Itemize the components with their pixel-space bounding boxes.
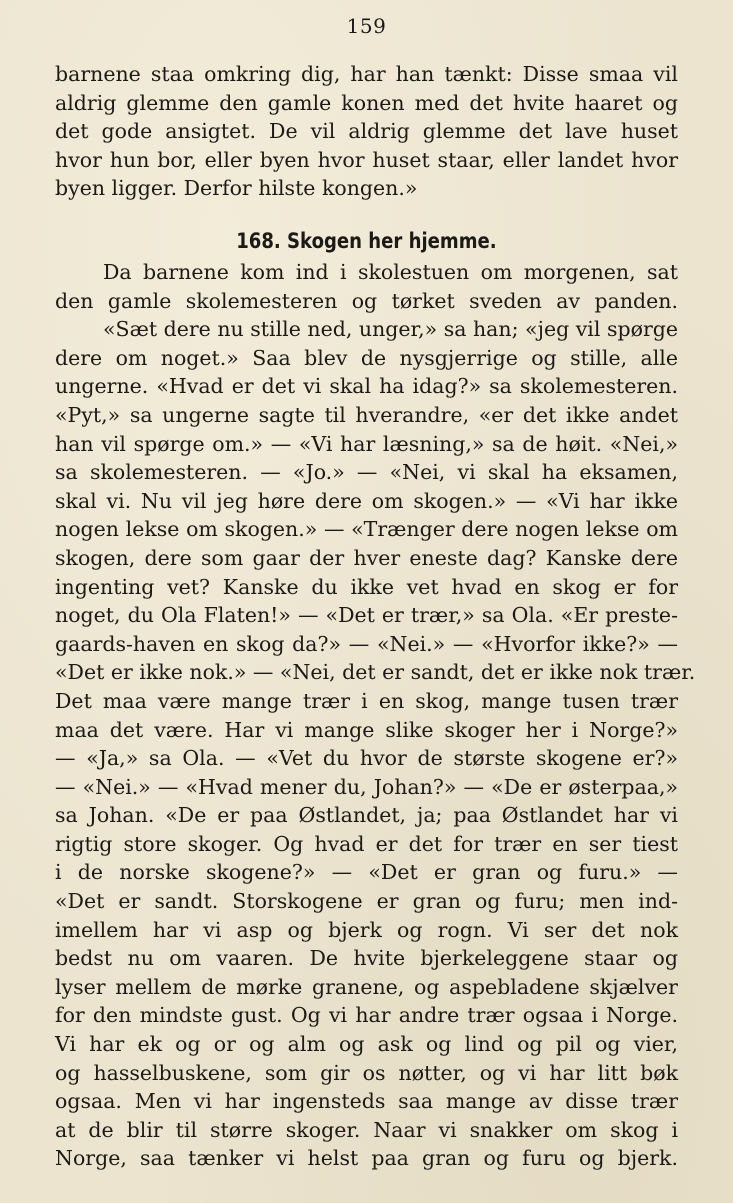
text-line: skal vi. Nu vil jeg høre dere om skogen.» — «Vi har ikke bbox=[55, 488, 678, 513]
text-line: rigtig store skoger. Og hvad er det for trær en ser tiest bbox=[55, 831, 678, 856]
text-line: «Det er ikke nok.» — «Nei, det er sandt, det er ikke nok trær. bbox=[55, 660, 696, 685]
text-line: nogen lekse om skogen.» — «Trænger dere nogen lekse om bbox=[55, 517, 678, 542]
text-line: Da barnene kom ind i skolestuen om morgenen, sat bbox=[103, 260, 678, 284]
text-line: byen ligger. Derfor hilste kongen.» bbox=[55, 176, 418, 201]
text-line: imellem har vi asp og bjerk og rogn. Vi ser det nok bbox=[55, 917, 678, 942]
text-line: det gode ansigtet. De vil aldrig glemme det lave huset bbox=[55, 119, 678, 144]
intro-paragraph bbox=[55, 60, 678, 203]
text-line: sa skolemesteren. — «Jo.» — «Nei, vi skal ha eksamen, bbox=[55, 460, 678, 485]
text-line: han vil spørge om.» — «Vi har læsning,» sa de høit. «Nei,» bbox=[55, 431, 678, 456]
section-body bbox=[55, 258, 696, 1173]
text-line: hvor hun bor, eller byen hvor huset staar, eller landet hvor bbox=[55, 147, 678, 172]
text-line: gaards-haven en skog da?» — «Nei.» — «Hvorfor ikke?» — bbox=[55, 631, 678, 656]
text-line: «Det er sandt. Storskogene er gran og furu; men ind- bbox=[55, 889, 678, 914]
text-line: maa det være. Har vi mange slike skoger her i Norge?» bbox=[55, 717, 678, 742]
text-line: ungerne. «Hvad er det vi skal ha idag?» sa skolemesteren. bbox=[55, 374, 678, 399]
text-line: «Pyt,» sa ungerne sagte til hverandre, «er det ikke andet bbox=[55, 402, 678, 427]
text-line: — «Ja,» sa Ola. — «Vet du hvor de største skogene er?» bbox=[55, 746, 678, 771]
text-line: barnene staa omkring dig, har han tænkt: Disse smaa vil bbox=[55, 62, 678, 86]
text-line: dere om noget.» Saa blev de nysgjerrige og stille, alle bbox=[55, 345, 678, 370]
text-line: sa Johan. «De er paa Østlandet, ja; paa Østlandet har vi bbox=[55, 803, 678, 828]
text-line: Norge, saa tænker vi helst paa gran og furu og bjerk. bbox=[55, 1146, 678, 1171]
page-number: 159 bbox=[346, 14, 387, 38]
text-line: bedst nu om vaaren. De hvite bjerkeleggene staar og bbox=[55, 946, 678, 971]
text-line: ingenting vet? Kanske du ikke vet hvad en skog er for bbox=[55, 574, 678, 599]
text-line: aldrig glemme den gamle konen med det hvite haaret og bbox=[55, 90, 678, 115]
text-line: lyser mellem de mørke granene, og aspebladene skjælver bbox=[55, 974, 678, 999]
text-line: for den mindste gust. Og vi har andre trær ogsaa i Norge. bbox=[55, 1003, 678, 1028]
text-line: Det maa være mange trær i en skog, mange tusen trær bbox=[55, 688, 678, 713]
text-line: — «Nei.» — «Hvad mener du, Johan?» — «De er østerpaa,» bbox=[55, 774, 678, 799]
text-line: noget, du Ola Flaten!» — «Det er trær,» sa Ola. «Er preste- bbox=[55, 603, 678, 628]
text-line: i de norske skogene?» — «Det er gran og furu.» — bbox=[55, 860, 678, 885]
text-line: at de blir til større skoger. Naar vi snakker om skog i bbox=[55, 1117, 678, 1142]
text-line: ogsaa. Men vi har ingensteds saa mange av disse trær bbox=[55, 1089, 678, 1114]
text-line: Vi har ek og or og alm og ask og lind og pil og vier, bbox=[55, 1032, 678, 1057]
text-line: «Sæt dere nu stille ned, unger,» sa han; «jeg vil spørge bbox=[103, 317, 678, 342]
section-title: 168. Skogen her hjemme. bbox=[236, 229, 497, 253]
text-line: skogen, dere som gaar der hver eneste dag? Kanske dere bbox=[55, 545, 678, 570]
text-line: den gamle skolemesteren og tørket sveden av panden. bbox=[55, 288, 678, 313]
text-line: og hasselbuskene, som gir os nøtter, og vi har litt bøk bbox=[55, 1060, 678, 1085]
